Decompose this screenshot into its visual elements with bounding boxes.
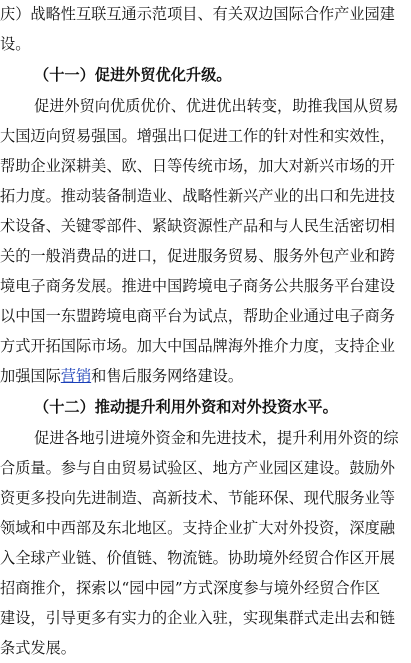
paragraph-line-with-link: [0, 361, 411, 391]
paragraph-line: 境电子商务发展。推进中国跨境电子商务公共服务平台建设: [0, 277, 395, 295]
paragraph-line: 领域和中西部及东北地区。支持企业扩大对外投资，深度融: [0, 519, 395, 537]
paragraph-line: 帮助企业深耕美、欧、日等传统市场，加大对新兴市场的开: [0, 157, 395, 175]
paragraph-line: 方式开拓国际市场。加大中国品牌海外推介力度，支持企业: [0, 337, 395, 355]
section-heading-11: （十一）促进外贸优化升级。: [34, 66, 232, 84]
paragraph-line: 拓力度。推动装备制造业、战略性新兴产业的出口和先进技: [0, 187, 395, 205]
line-suffix: 和售后服务网络建设。: [91, 367, 243, 385]
section-heading-12: （十二）推动提升利用外资和对外投资水平。: [34, 398, 338, 416]
line-prefix: 加强国际: [0, 367, 61, 385]
paragraph-line: 关的一般消费品的进口，促进服务贸易、服务外包产业和跨: [0, 247, 395, 265]
paragraph-line: 促进外贸向优质优价、优进优出转变，助推我国从贸易: [34, 97, 399, 115]
paragraph-line: 资更多投向先进制造、高新技术、节能环保、现代服务业等: [0, 489, 395, 507]
paragraph-line: 大国迈向贸易强国。增强出口促进工作的针对性和实效性，: [0, 127, 395, 145]
paragraph-line: 促进各地引进境外资金和先进技术，提升利用外资的综: [34, 429, 399, 447]
paragraph-line: 建设，引导更多有实力的企业入驻，实现集群式走出去和链: [0, 609, 395, 627]
paragraph-line: 条式发展。: [0, 639, 76, 657]
marketing-link[interactable]: 营销: [60, 367, 92, 385]
paragraph-line: 合质量。参与自由贸易试验区、地方产业园区建设。鼓励外: [0, 459, 395, 477]
paragraph-line: 术设备、关键零部件、紧缺资源性产品和与人民生活密切相: [0, 217, 395, 235]
paragraph-line: 设。: [0, 35, 31, 53]
paragraph-line: 招商推介，探索以“园中园”方式深度参与境外经贸合作区: [0, 579, 381, 597]
paragraph-line: 庆）战略性互联互通示范项目、有关双边国际合作产业园建: [0, 5, 395, 23]
paragraph-line: 以中国一东盟跨境电商平台为试点，帮助企业通过电子商务: [0, 307, 395, 325]
paragraph-line: 入全球产业链、价值链、物流链。协助境外经贸合作区开展: [0, 549, 395, 567]
